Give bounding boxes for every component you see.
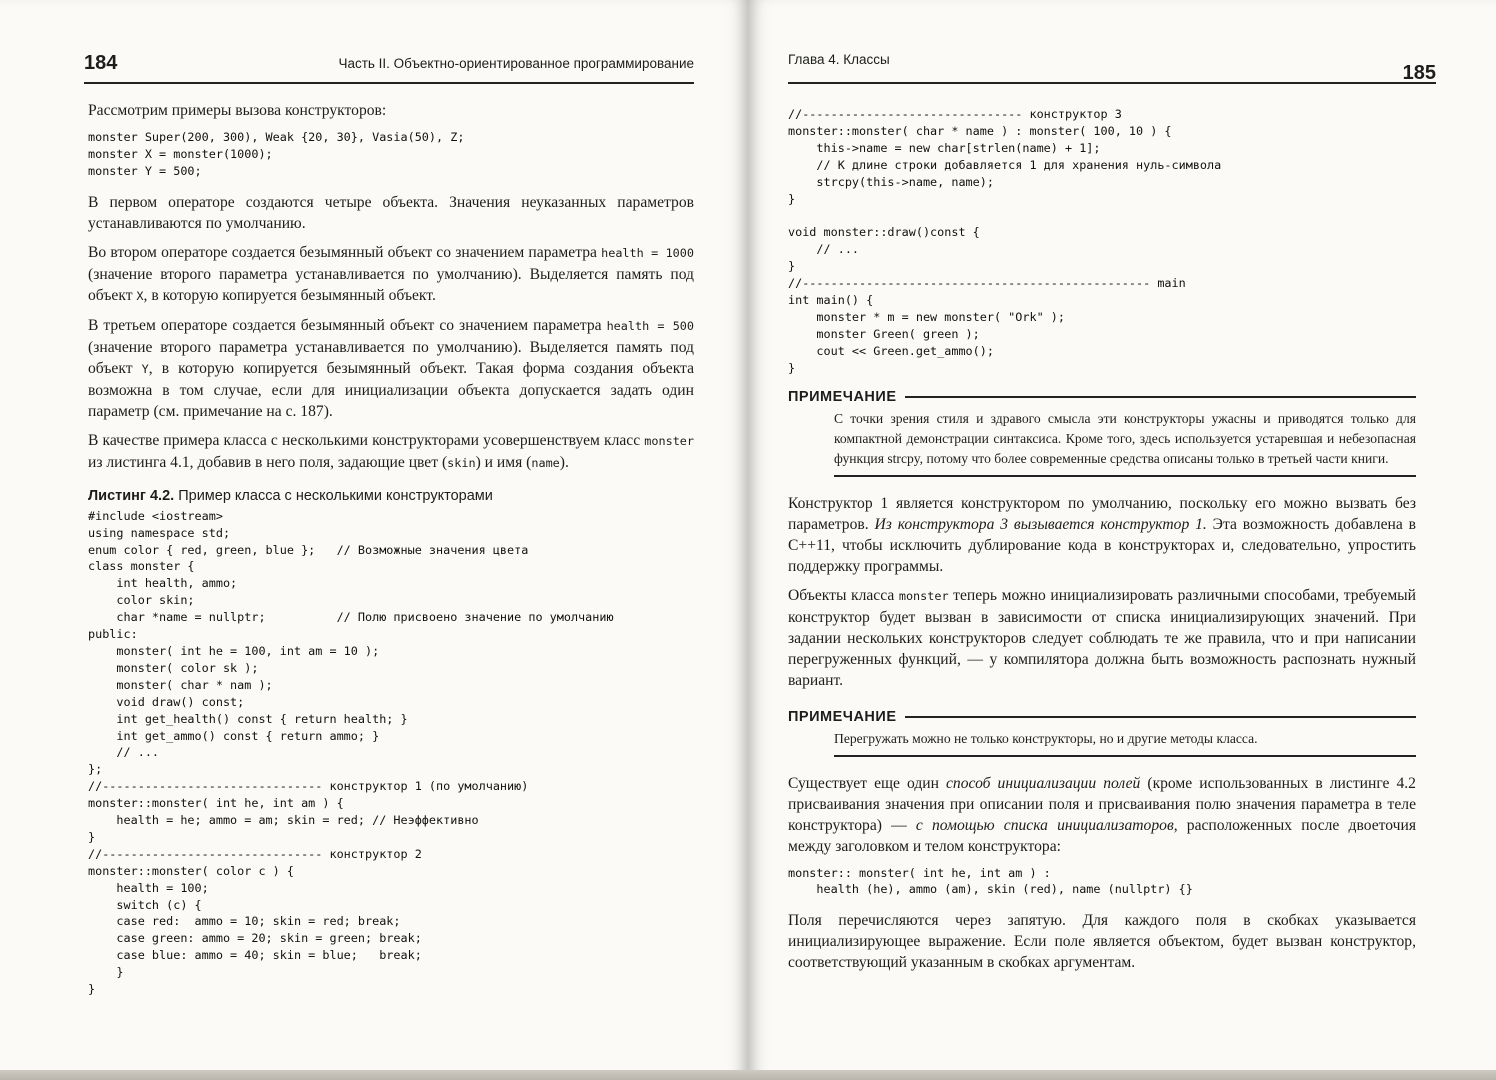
paragraph-first-operator: В первом операторе создаются четыре объекта. Значения неуказанных параметров устанавливаются по умолчанию. bbox=[88, 193, 694, 232]
right-running-head bbox=[788, 48, 1436, 84]
paragraph-second-operator: Во втором операторе создается безымянный объект со значением параметра health = 1000 (значение второго параметра устанавливается по умолчанию). Выделяется память под объект X, в которую копируется безымянный объект. bbox=[88, 243, 694, 304]
listing-code: #include <iostream> using namespace std; enum color { red, green, blue }; // Возможные значения цвета class monster { int health, ammo; color skin; char *name = nullptr; // Полю присвоено значение по умолчанию public: monster( int he = 100, int am = 10 ); monster( color sk ); monster( char * nam ); void draw() const; int get_health() const { return health; } int get_ammo() const { return ammo; } // ... }; //------------------------------- конструктор 1 (по умолчанию) monster::monster( int he, int am ) { health = he; ammo = am; skin = red; // Неэффективно } //------------------------------- конструктор 2 monster::monster( color c ) { health = 100; switch (c) { case red: ammo = 10; skin = red; break; case green: ammo = 20; skin = green; break; case blue: ammo = 40; skin = blue; break; } } bbox=[88, 508, 614, 997]
constructor-calls-code: monster Super(200, 300), Weak {20, 30}, Vasia(50), Z; monster X = monster(1000); monster Y = 500; bbox=[88, 130, 465, 178]
listing-title: Листинг 4.2. Пример класса с несколькими конструкторами bbox=[88, 487, 493, 504]
left-page-number: 184 bbox=[84, 52, 118, 74]
paragraph-init-list: Существует еще один способ инициализации полей (кроме использованных в листинге 4.2 присваивания значения при описании поля и присваивания полю значения параметра в теле конструктора) — с помощью списка инициализаторов, расположенных после двоеточия между заголовком и телом конструктора: bbox=[788, 774, 1416, 855]
paragraph-fields-list: Поля перечисляются через запятую. Для каждого поля в скобках указывается инициализирующее выражение. Если поле является объектом, будет вызван конструктор, соответствующий указанным в скобках аргументам. bbox=[788, 912, 1416, 972]
left-running-title: Часть II. Объектно-ориентированное программирование bbox=[338, 56, 694, 71]
init-list-code: monster:: monster( int he, int am ) : health (he), ammo (am), skin (red), name (nullptr) {} bbox=[788, 865, 1193, 897]
right-page-content bbox=[788, 106, 1416, 981]
right-page-number: 185 bbox=[1402, 62, 1436, 84]
right-page bbox=[748, 0, 1496, 1080]
intro-paragraph: Рассмотрим примеры вызова конструкторов: bbox=[88, 102, 387, 119]
constructor3-main-code: //------------------------------- конструктор 3 monster::monster( char * name ) : monster( 100, 10 ) { this->name = new char[strlen(name) + 1]; // К длине строки добавляется 1 для хранения нуль-символа strcpy(this->name, name); } void monster::draw()const { // ... } //------------------------------------------------- main int main() { monster * m = new monster( "Ork" ); monster Green( green ); cout << Green.get_ammo(); } bbox=[788, 107, 1222, 375]
note-label: ПРИМЕЧАНИЕ bbox=[788, 708, 897, 725]
note-label: ПРИМЕЧАНИЕ bbox=[788, 388, 897, 405]
paragraph-objects-init: Объекты класса monster теперь можно инициализировать различными способами, требуемый конструктор будет вызван в зависимости от списка инициализирующих значений. При задании нескольких конструкторов следует соблюдать те же правила, что и при написании перегруженных функций, — у компилятора должна быть возможность распознать нужный вариант. bbox=[788, 586, 1417, 689]
note-box-2 bbox=[788, 709, 1416, 757]
page-bottom-edge bbox=[0, 1070, 1496, 1080]
note-box-1 bbox=[788, 389, 1416, 477]
note-text-1: С точки зрения стиля и здравого смысла эти конструкторы ужасны и приводятся только для компактной демонстрации синтаксиса. Кроме того, здесь используется устаревшая и небезопасная функция strcpy, потому что более современные средства описаны только в третьей части книги. bbox=[834, 405, 1416, 477]
right-running-title: Глава 4. Классы bbox=[788, 52, 890, 67]
paragraph-third-operator: В третьем операторе создается безымянный объект со значением параметра health = 500 (значение второго параметра устанавливается по умолчанию). Выделяется память под объект Y, в которую копируется безымянный объект. Такая форма создания объекта возможна в том случае, если для инициализации объекта допускается задать один параметр (см. примечание на с. 187). bbox=[88, 316, 694, 420]
left-page-content bbox=[88, 100, 694, 1010]
note-text-2: Перегружать можно не только конструкторы, но и другие методы класса. bbox=[834, 725, 1416, 757]
paragraph-constructor-1: Конструктор 1 является конструктором по умолчанию, поскольку его можно вызвать без параметров. Из конструктора 3 вызывается конструктор 1. Эта возможность добавлена в C++11, чтобы исключить дублирование кода в конструкторах и, следовательно, упростить поддержку программы. bbox=[788, 494, 1416, 575]
paragraph-example-intro: В качестве примера класса с несколькими конструкторами усовершенствуем класс monster из листинга 4.1, добавив в него поля, задающие цвет (skin) и имя (name). bbox=[88, 431, 694, 471]
left-running-head bbox=[84, 48, 694, 84]
